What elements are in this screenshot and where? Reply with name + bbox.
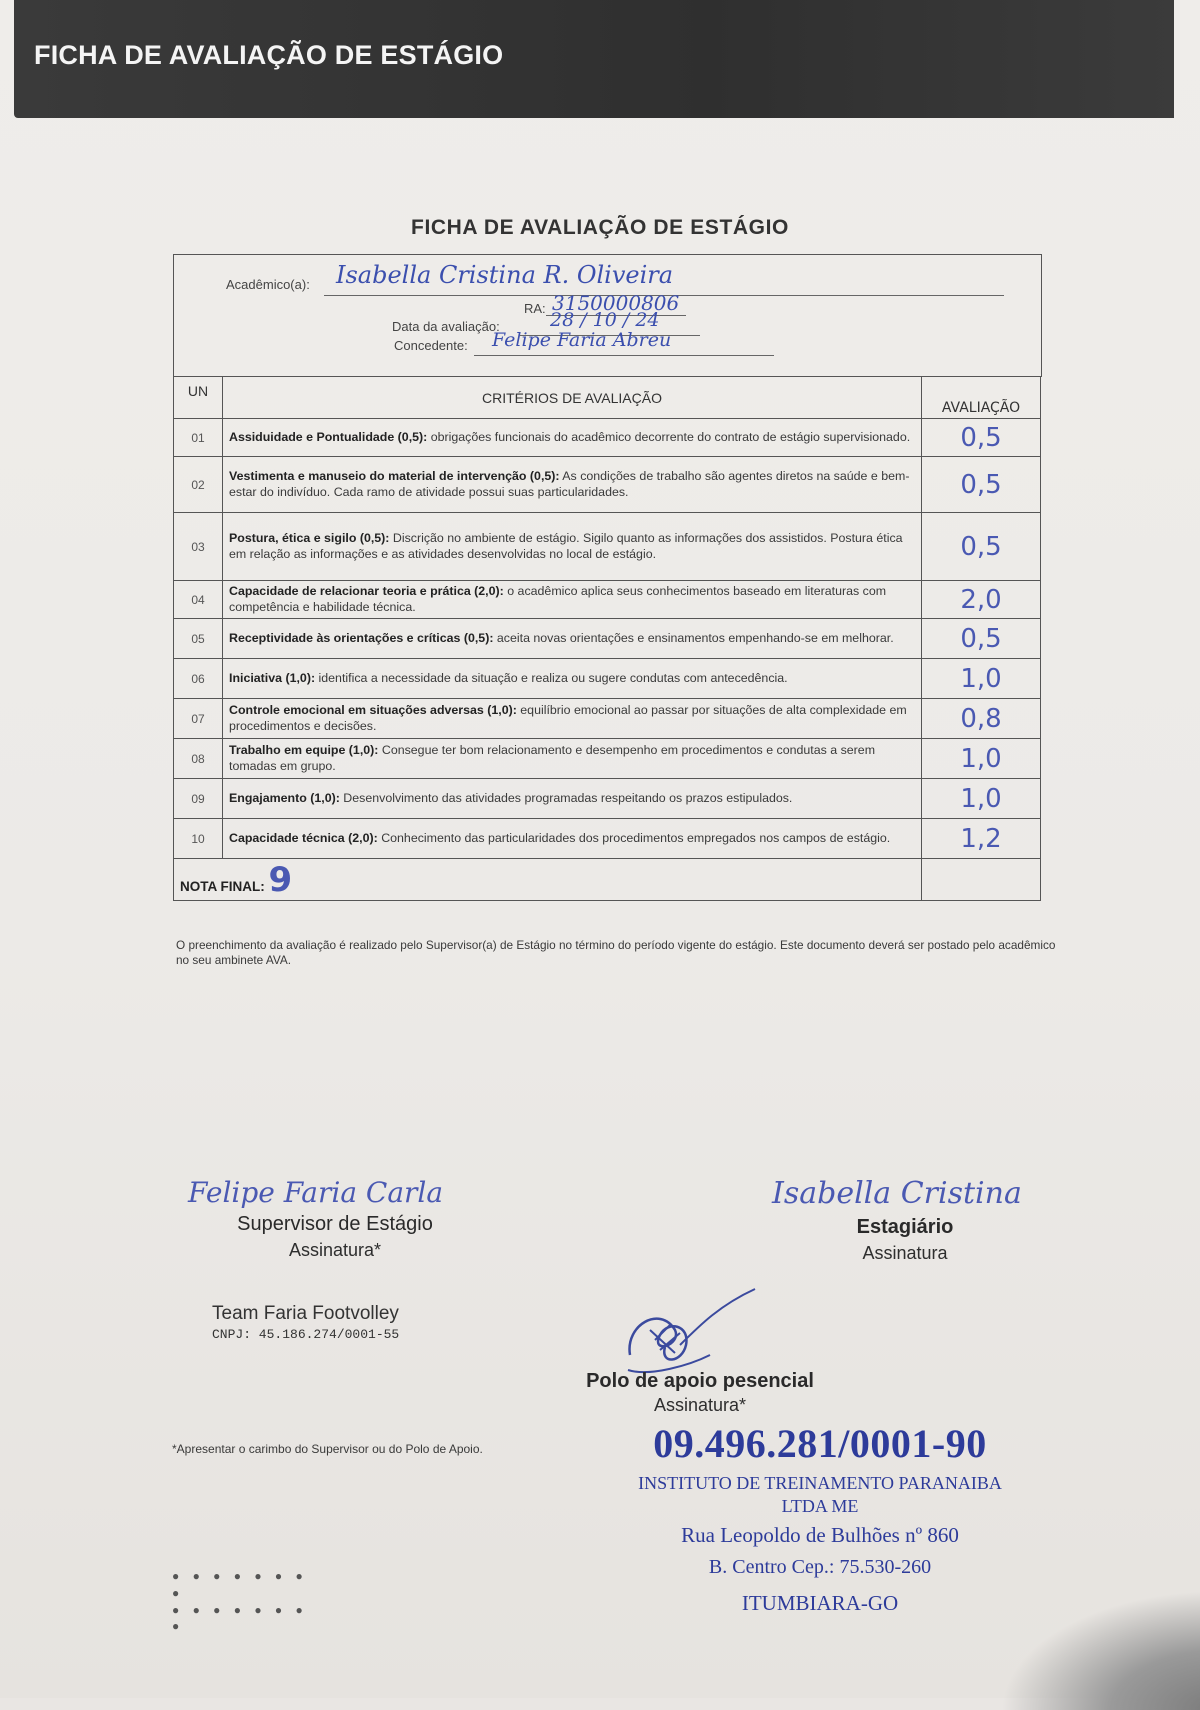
header-avaliacao: AVALIAÇÃO	[922, 377, 1041, 419]
criterion-desc: identifica a necessidade da situação e realiza ou sugere condutas com antecedência.	[315, 670, 788, 685]
criterion-desc: o acadêmico aplica seus conhecimentos baseado em literaturas com competência e habilidade técnica.	[229, 584, 887, 614]
row-criterion	[223, 619, 922, 659]
criterion-desc: equilíbrio emocional ao passar por situações de alta complexidade em procedimentos e decisões.	[229, 703, 907, 733]
concedente-underline	[474, 355, 774, 356]
criterion-title: Engajamento (1,0):	[229, 790, 340, 805]
nota-final-cell	[174, 859, 922, 901]
criterion-title: Capacidade de relacionar teoria e prática (2,0):	[229, 584, 504, 598]
criterion-desc: Conhecimento das particularidades dos procedimentos empregados nos campos de estágio.	[377, 830, 891, 845]
criterion-title: Iniciativa (1,0):	[229, 670, 316, 685]
academico-label: Acadêmico(a):	[226, 277, 310, 292]
row-un: 09	[174, 779, 223, 819]
criterion-desc: obrigações funcionais do acadêmico decorrente do contrato de estágio supervisionado.	[427, 429, 911, 444]
corner-shadow	[1000, 1590, 1200, 1710]
table-row	[174, 581, 1041, 619]
stamp-line5: ITUMBIARA-GO	[741, 1591, 899, 1615]
table-row	[174, 739, 1041, 779]
supervisor-cnpj: CNPJ: 45.186.274/0001-55	[212, 1327, 400, 1342]
table-row	[174, 699, 1041, 739]
footnote: *Apresentar o carimbo do Supervisor ou do Polo de Apoio.	[172, 1442, 483, 1456]
nota-final-value: 9	[268, 859, 293, 900]
table-row	[174, 419, 1041, 457]
supervisor-title: Supervisor de Estágio	[237, 1213, 433, 1235]
criterion-desc: Desenvolvimento das atividades programadas respeitando os prazos estipulados.	[339, 790, 793, 805]
criterion-title: Receptividade às orientações e críticas (0,5):	[229, 630, 494, 645]
polo-signature-scribble	[620, 1285, 760, 1380]
stamp-line3: Rua Leopoldo de Bulhões nº 860	[681, 1523, 959, 1547]
estagiario-title: Estagiário	[856, 1216, 954, 1238]
nota-final-label: NOTA FINAL:	[180, 878, 265, 894]
stamp-line1: INSTITUTO DE TREINAMENTO PARANAIBA	[638, 1473, 1002, 1493]
row-score: 0,5	[922, 457, 1041, 513]
row-score: 0,5	[922, 619, 1041, 659]
row-criterion	[223, 739, 922, 779]
row-score: 0,8	[922, 699, 1041, 739]
estagiario-signature: Isabella Cristina	[772, 1176, 1022, 1211]
row-un: 02	[174, 457, 223, 513]
header-criterios: CRITÉRIOS DE AVALIAÇÃO	[223, 377, 922, 419]
estagiario-sub: Assinatura	[862, 1243, 948, 1263]
supervisor-company: Team Faria Footvolley	[212, 1303, 399, 1324]
polo-sub: Assinatura*	[653, 1395, 747, 1415]
row-score: 1,2	[922, 819, 1041, 859]
evaluation-table	[173, 376, 1041, 901]
row-criterion	[223, 457, 922, 513]
ra-label: RA:	[524, 301, 546, 316]
row-score: 0,5	[922, 419, 1041, 457]
criterion-title: Vestimenta e manuseio do material de intervenção (0,5):	[229, 469, 560, 483]
criterion-desc: Consegue ter bom relacionamento e desempenho em procedimentos e condutas a serem tomadas em grupo.	[229, 743, 876, 773]
banner-title: FICHA DE AVALIAÇÃO DE ESTÁGIO	[34, 40, 504, 70]
row-criterion	[223, 659, 922, 699]
row-un: 10	[174, 819, 223, 859]
criterion-desc: aceita novas orientações e ensinamentos empenhando-se em melhorar.	[493, 630, 894, 645]
decorative-dots: ● ● ● ● ● ● ● ● ● ● ● ● ● ● ● ●	[172, 1569, 308, 1634]
row-criterion	[223, 419, 922, 457]
criterion-title: Assiduidade e Pontualidade (0,5):	[229, 429, 428, 444]
table-row	[174, 457, 1041, 513]
polo-title: Polo de apoio pesencial	[586, 1370, 814, 1392]
top-banner	[14, 0, 1174, 118]
row-criterion	[223, 699, 922, 739]
criterion-title: Controle emocional em situações adversas (1,0):	[229, 703, 517, 717]
instructions-note: O preenchimento da avaliação é realizado pelo Supervisor(a) de Estágio no término do período vigente do estágio. Este documento deverá ser postado pelo acadêmico no seu ambinete AVA.	[176, 938, 1056, 967]
row-un: 05	[174, 619, 223, 659]
data-value: 28 / 10 / 24	[550, 309, 660, 331]
data-label: Data da avaliação:	[392, 319, 500, 334]
supervisor-company-stamp	[212, 1303, 472, 1342]
nota-final-empty-cell	[922, 859, 1041, 901]
row-criterion	[223, 581, 922, 619]
academico-value: Isabella Cristina R. Oliveira	[336, 261, 674, 289]
table-row	[174, 619, 1041, 659]
form-header-box	[173, 254, 1042, 377]
concedente-label: Concedente:	[394, 338, 468, 353]
row-score: 0,5	[922, 513, 1041, 581]
row-score: 1,0	[922, 739, 1041, 779]
row-un: 07	[174, 699, 223, 739]
row-un: 04	[174, 581, 223, 619]
row-criterion	[223, 779, 922, 819]
supervisor-block	[200, 1213, 470, 1261]
criterion-title: Trabalho em equipe (1,0):	[229, 743, 379, 757]
row-criterion	[223, 819, 922, 859]
ra-value: 3150000806	[552, 291, 680, 315]
stamp-line4: B. Centro Cep.: 75.530-260	[708, 1556, 932, 1578]
table-row	[174, 819, 1041, 859]
stamp-cnpj: 09.496.281/0001-90	[653, 1421, 987, 1466]
supervisor-signature: Felipe Faria Carla	[188, 1176, 444, 1209]
criterion-desc: As condições de trabalho são agentes diretos na saúde e bem-estar do indivíduo. Cada ramo de atividade possui suas particularidades.	[229, 469, 910, 499]
row-score: 1,0	[922, 779, 1041, 819]
row-score: 2,0	[922, 581, 1041, 619]
polo-block	[570, 1370, 830, 1416]
row-un: 08	[174, 739, 223, 779]
row-un: 06	[174, 659, 223, 699]
row-un: 01	[174, 419, 223, 457]
row-score: 1,0	[922, 659, 1041, 699]
criterion-title: Postura, ética e sigilo (0,5):	[229, 531, 390, 545]
row-un: 03	[174, 513, 223, 581]
row-criterion	[223, 513, 922, 581]
table-row	[174, 779, 1041, 819]
header-un: UN	[174, 377, 223, 419]
criterion-title: Capacidade técnica (2,0):	[229, 830, 378, 845]
institution-stamp	[630, 1420, 1010, 1616]
table-row	[174, 513, 1041, 581]
form-title: FICHA DE AVALIAÇÃO DE ESTÁGIO	[411, 216, 789, 239]
table-row	[174, 659, 1041, 699]
supervisor-sub: Assinatura*	[288, 1240, 382, 1260]
concedente-value: Felipe Faria Abreu	[492, 329, 672, 351]
criterion-desc: Discrição no ambiente de estágio. Sigilo quanto as informações dos assistidos. Postura ética em relação as informações e as atividades desenvolvidas no local de estágio.	[229, 531, 903, 561]
stamp-line2: LTDA ME	[781, 1496, 859, 1516]
estagiario-block	[820, 1216, 990, 1264]
